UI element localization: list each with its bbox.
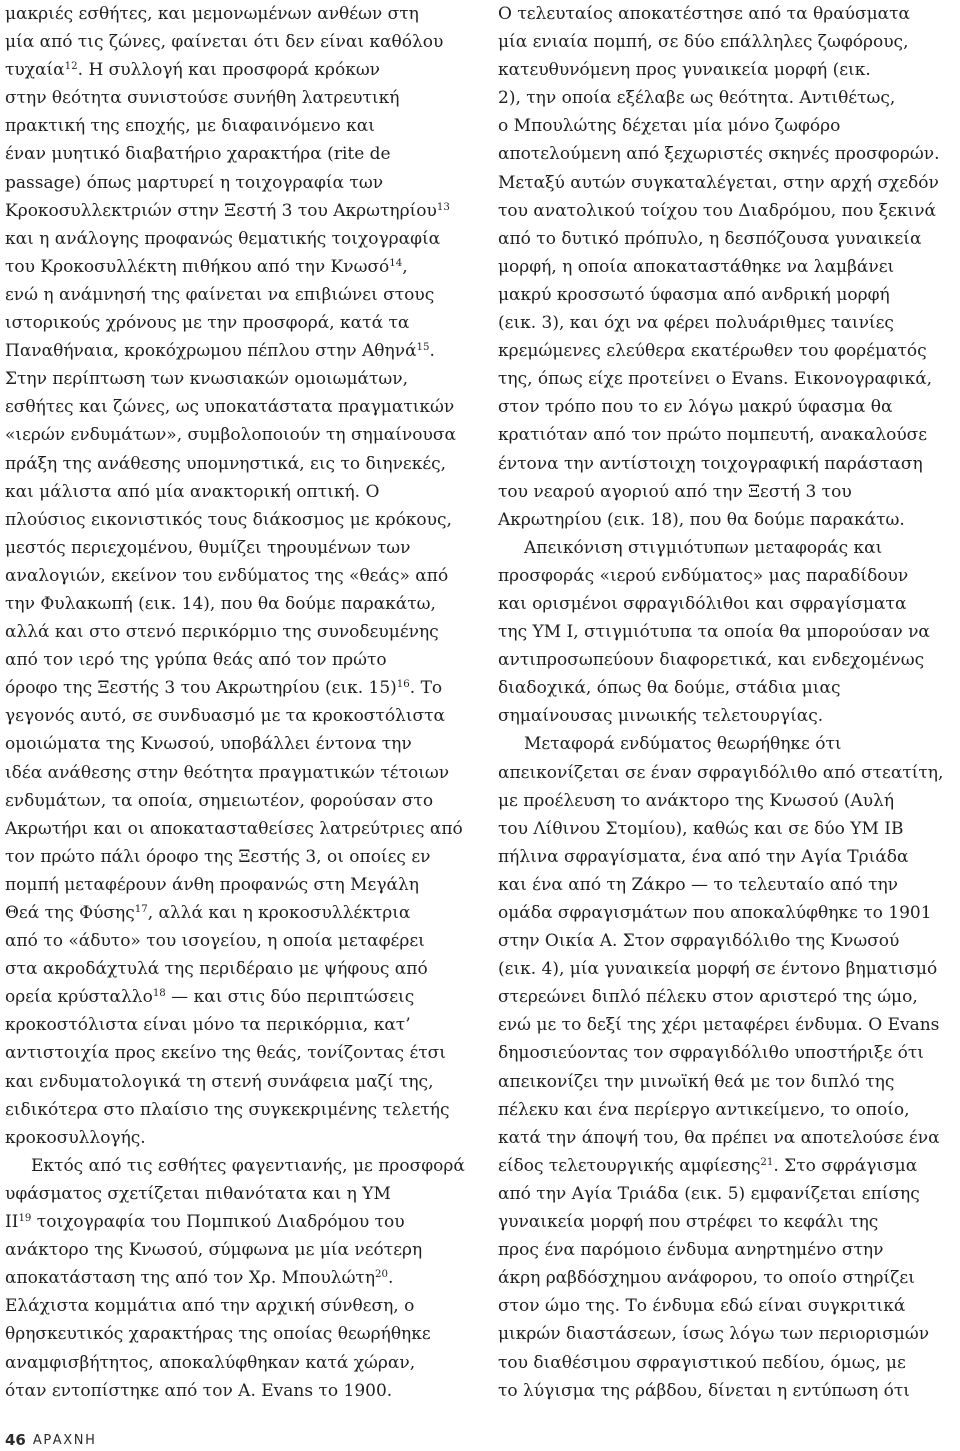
line-text: (εικ. 4), μία γυναικεία μορφή σε έντονο βηματισμό [498, 959, 938, 980]
text-line [5, 478, 471, 506]
text-line [5, 1180, 471, 1208]
text-line [5, 1320, 471, 1348]
line-text: ομάδα σφραγισμάτων που αποκαλύφθηκε το 1901 [498, 903, 932, 923]
text-line [498, 562, 958, 590]
line-text: από το «άδυτο» του ισογείου, η οποία μεταφέρει [5, 931, 425, 952]
text-segment: . Στο σφράγισμα [773, 1155, 918, 1176]
text-line [498, 1180, 958, 1208]
text-line [5, 225, 471, 253]
line-text: στα ακροδάχτυλά της περιδέραιο με ψήφους από [5, 959, 428, 980]
line-text: μακριές εσθήτες, και μεμονωμένων ανθέων στη [5, 4, 419, 24]
text-line [498, 337, 958, 365]
line-text: τον πρώτο πάλι όροφο της Ξεστής 3, οι οποίες εν [5, 846, 431, 867]
line-text: προς ένα παρόμοιο ένδυμα ανηρτημένο στην [498, 1240, 884, 1261]
text-segment: τυχαία [5, 60, 65, 81]
text-line [5, 365, 471, 393]
text-segment: του Κροκοσυλλέκτη πιθήκου από την Κνωσό [5, 256, 390, 277]
magazine-name: ΑΡΑΧΝΗ [32, 1432, 97, 1448]
text-line [5, 1039, 471, 1067]
line-text: πράξη της ανάθεσης υπομνηστικά, εις το διηνεκές, [5, 453, 447, 474]
line-text: την Φυλακωπή (εικ. 14), που θα δούμε παρακάτω, [5, 593, 436, 614]
line-text: πομπή μεταφέρουν άνθη προφανώς στη Μεγάλη [5, 874, 419, 895]
line-text [5, 983, 414, 1011]
line-text: έναν μυητικό διαβατήριο χαρακτήρα (rite de [5, 144, 391, 165]
line-text: ενδυμάτων, τα οποία, σημειωτέον, φορούσαν στο [5, 790, 434, 811]
line-text: πρακτική της εποχής, με διαφαινόμενο και [5, 116, 375, 137]
line-text: passage) όπως μαρτυρεί η τοιχογραφία των [5, 172, 384, 193]
text-line [5, 871, 471, 899]
line-text: στερεώνει διπλό πέλεκυ στον αριστερό της ώμο, [498, 987, 918, 1008]
text-line [5, 787, 471, 815]
text-segment: Κροκοσυλλεκτριών στην Ξεστή 3 του Ακρωτηρίου [5, 200, 437, 221]
footnote-reference: 15 [416, 342, 430, 354]
line-text: μία από τις ζώνες, φαίνεται ότι δεν είναι καθόλου [5, 32, 444, 53]
text-line [498, 253, 958, 281]
line-text: δημοσιεύοντας τον σφραγιδόλιθο υποστήριξε ότι [498, 1043, 924, 1064]
line-text: Μεταφορά ενδύματος θεωρήθηκε ότι [524, 734, 842, 755]
text-segment: . [388, 1268, 394, 1289]
line-text [5, 337, 435, 365]
line-text: του ανατολικού τοίχου του Διαδρόμου, που ξεκινά [498, 200, 937, 221]
text-segment: είδος τελετουργικής αμφίεσης [498, 1155, 761, 1176]
text-line [498, 1208, 958, 1236]
text-line [5, 309, 471, 337]
text-line [498, 534, 958, 562]
text-line [498, 983, 958, 1011]
line-text: αποτελούμενη από ξεχωριστές σκηνές προσφορών. [498, 144, 940, 165]
text-line [5, 337, 471, 365]
text-line [5, 1236, 471, 1264]
text-line [498, 506, 958, 534]
line-text: «ιερών ενδυμάτων», συμβολοποιούν τη σημαίνουσα [5, 425, 456, 446]
text-line [498, 0, 958, 28]
line-text: ο Μπουλώτης δέχεται μία μόνο ζωφόρο [498, 116, 841, 137]
line-text: σημαίνουσας μινωικής τελετουργίας. [498, 706, 824, 727]
line-text [5, 253, 408, 281]
footnote-reference: 13 [436, 201, 450, 213]
line-text: ενώ με το δεξί της χέρι μεταφέρει ένδυμα. Ο Evans [498, 1015, 940, 1036]
line-text: θρησκευτικός χαρακτήρας της οποίας θεωρήθηκε [5, 1324, 431, 1345]
text-line [5, 534, 471, 562]
text-line [5, 1292, 471, 1320]
text-line [498, 1152, 958, 1180]
line-text: αλλά και στο στενό περικόρμιο της συνοδευμένης [5, 622, 439, 643]
text-line [498, 140, 958, 168]
text-line [498, 674, 958, 702]
text-line [5, 843, 471, 871]
line-text: με προέλευση το ανάκτορο της Κνωσού (Αυλή [498, 790, 895, 811]
text-line [5, 1011, 471, 1039]
text-line [5, 562, 471, 590]
text-line [5, 1349, 471, 1377]
paragraph [498, 534, 958, 731]
line-text: μεστός περιεχομένου, θυμίζει τηρουμένων των [5, 537, 411, 558]
text-segment: , αλλά και η κροκοσυλλέκτρια [147, 903, 411, 923]
text-segment: . [429, 341, 435, 362]
text-line [498, 1124, 958, 1152]
line-text: αντιπροσωπεύουν διαφορετικά, και ενδεχομένως [498, 650, 925, 671]
line-text: ιστορικούς χρόνους με την προσφορά, κατά τα [5, 313, 410, 334]
line-text: Ακρωτήρι και οι αποκατασταθείσες λατρεύτριες από [5, 818, 463, 839]
line-text [498, 1152, 917, 1180]
right-column [498, 0, 958, 1405]
text-line [498, 646, 958, 674]
text-line [498, 28, 958, 56]
line-text: κατευθυνόμενη προς γυναικεία μορφή (εικ. [498, 60, 871, 81]
line-text: απεικονίζεται σε έναν σφραγιδόλιθο από στεατίτη, [498, 762, 944, 783]
text-line [498, 702, 958, 730]
text-line [498, 169, 958, 197]
line-text: πήλινα σφραγίσματα, ένα από την Αγία Τριάδα [498, 846, 909, 867]
line-text [5, 56, 380, 84]
line-text: πέλεκυ και ένα περίεργο αντικείμενο, το οποίο, [498, 1099, 910, 1120]
text-line [498, 899, 958, 927]
line-text: στην θεότητα συνιστούσε συνήθη λατρευτική [5, 88, 400, 109]
line-text: ομοιώματα της Κνωσού, υποβάλλει έντονα την [5, 734, 412, 755]
text-line [5, 393, 471, 421]
text-line [5, 1096, 471, 1124]
text-line [498, 1096, 958, 1124]
line-text: από το δυτικό πρόπυλο, η δεσπόζουσα γυναικεία [498, 228, 922, 249]
text-line [498, 1039, 958, 1067]
footnote-reference: 19 [18, 1212, 32, 1224]
text-segment: όροφο της Ξεστής 3 του Ακρωτηρίου (εικ. 15) [5, 678, 397, 699]
text-line [5, 84, 471, 112]
text-segment: Θεά της Φύσης [5, 903, 135, 923]
text-line [5, 28, 471, 56]
line-text: του Λίθινου Στομίου), καθώς και σε δύο ΥΜ ΙΒ [498, 818, 904, 839]
text-line [498, 450, 958, 478]
text-line [498, 1236, 958, 1264]
line-text [5, 1208, 405, 1236]
text-line [498, 225, 958, 253]
line-text: αναμφισβήτητος, αποκαλύφθηκαν κατά χώραν, [5, 1352, 416, 1373]
text-line [498, 927, 958, 955]
line-text: και ένα από τη Ζάκρο — το τελευταίο από την [498, 874, 899, 895]
text-line [498, 730, 958, 758]
line-text: Ο τελευταίος αποκατέστησε από τα θραύσματα [498, 4, 911, 24]
text-line [5, 0, 471, 28]
text-line [5, 590, 471, 618]
text-line [5, 759, 471, 787]
line-text: Ακρωτηρίου (εικ. 18), που θα δούμε παρακάτω. [498, 509, 905, 530]
line-text: Απεικόνιση στιγμιότυπων μεταφοράς και [524, 537, 883, 558]
line-text: όταν εντοπίστηκε από τον Α. Evans το 1900. [5, 1380, 393, 1401]
line-text: κροκοσυλλογής. [5, 1127, 146, 1148]
line-text: στον τρόπο που το εν λόγω μακρύ ύφασμα θα [498, 397, 893, 418]
text-line [498, 871, 958, 899]
line-text: κροκοστόλιστα είναι μόνο τα περικόρμια, κατ’ [5, 1015, 411, 1036]
line-text: 2), την οποία εξέλαβε ως θεότητα. Αντιθέτως, [498, 88, 896, 109]
text-line [498, 309, 958, 337]
line-text: μικρών διαστάσεων, ίσως λόγω των περιορισμών [498, 1324, 930, 1345]
line-text: κρατιόταν από τον πρώτο πομπευτή, ανακαλούσε [498, 425, 928, 446]
paragraph [5, 1152, 471, 1405]
line-text: Μεταξύ αυτών συγκαταλέγεται, στην αρχή σχεδόν [498, 172, 939, 193]
footnote-reference: 20 [375, 1269, 388, 1281]
footnote-reference: 12 [64, 61, 78, 73]
text-line [5, 281, 471, 309]
text-line [498, 1011, 958, 1039]
line-text: και η ανάλογης προφανώς θεματικής τοιχογραφία [5, 228, 441, 249]
text-line [498, 1320, 958, 1348]
text-line [498, 281, 958, 309]
text-line [5, 730, 471, 758]
text-line [5, 253, 471, 281]
line-text: του διαθέσιμου σφραγιστικού πεδίου, όμως, με [498, 1352, 906, 1373]
paragraph [498, 0, 958, 534]
text-line [5, 140, 471, 168]
text-segment: τοιχογραφία του Πομπικού Διαδρόμου του [31, 1212, 405, 1233]
text-line [498, 365, 958, 393]
line-text: ειδικότερα στο πλαίσιο της συγκεκριμένης τελετής [5, 1099, 450, 1120]
line-text: Εκτός από τις εσθήτες φαγεντιανής, με προσφορά [31, 1155, 465, 1176]
line-text: στην Οικία Α. Στον σφραγιδόλιθο της Κνωσού [498, 931, 900, 952]
line-text: Στην περίπτωση των κνωσιακών ομοιωμάτων, [5, 369, 409, 390]
text-line [5, 618, 471, 646]
text-line [498, 955, 958, 983]
line-text: αντιστοιχία προς εκείνο της θεάς, τονίζοντας έτσι [5, 1043, 446, 1064]
text-line [498, 56, 958, 84]
page-number: 46 [5, 1431, 26, 1449]
line-text: γυναικεία μορφή που στρέφει το κεφάλι της [498, 1212, 879, 1233]
text-line [498, 843, 958, 871]
text-segment: . Το [409, 678, 443, 699]
paragraph [498, 730, 958, 1404]
text-line [5, 927, 471, 955]
line-text: (εικ. 3), και όχι να φέρει πολυάριθμες ταινίες [498, 313, 894, 334]
line-text: Ελάχιστα κομμάτια από την αρχική σύνθεση, ο [5, 1296, 415, 1317]
text-line [5, 674, 471, 702]
text-line [498, 84, 958, 112]
text-line [5, 815, 471, 843]
line-text: προσφοράς «ιερού ενδύματος» μας παραδίδουν [498, 565, 909, 586]
line-text: και μάλιστα από μία ανακτορική οπτική. Ο [5, 481, 380, 502]
text-segment: — και στις δύο περιπτώσεις [165, 987, 415, 1008]
line-text: μακρύ κροσσωτό ύφασμα από ανδρική μορφή [498, 284, 890, 305]
text-line [5, 702, 471, 730]
line-text: της ΥΜ Ι, στιγμιότυπα τα οποία θα μπορούσαν να [498, 622, 930, 643]
line-text: κατά την άποψή του, θα πρέπει να αποτελούσε ένα [498, 1127, 940, 1148]
line-text: αναλογιών, εκείνον του ενδύματος της «θεάς» από [5, 565, 449, 586]
text-line [498, 618, 958, 646]
text-line [5, 421, 471, 449]
text-segment: αποκατάσταση της από τον Χρ. Μπουλώτη [5, 1268, 376, 1289]
text-line [5, 899, 471, 927]
text-line [5, 506, 471, 534]
text-line [498, 1068, 958, 1096]
text-line [5, 1264, 471, 1292]
text-line [5, 197, 471, 225]
line-text: άκρη ραβδόσχημου ανάφορου, το οποίο στηρίζει [498, 1268, 915, 1289]
text-line [5, 1377, 471, 1405]
line-text: διαδοχικά, όπως θα δούμε, στάδια μιας [498, 678, 841, 699]
line-text: εσθήτες και ζώνες, ως υποκατάστατα πραγματικών [5, 397, 455, 418]
text-segment: ΙΙ [5, 1212, 19, 1233]
line-text: ανάκτορο της Κνωσού, σύμφωνα με μία νεότερη [5, 1240, 423, 1261]
left-column [5, 0, 471, 1405]
footnote-reference: 14 [389, 257, 403, 269]
text-segment: ορεία κρύσταλλο [5, 987, 153, 1008]
line-text: απεικονίζει την μινωϊκή θεά με τον διπλό της [498, 1071, 895, 1092]
line-text: της, όπως είχε προτείνει ο Evans. Εικονογραφικά, [498, 369, 933, 390]
text-line [5, 983, 471, 1011]
line-text [5, 674, 442, 702]
line-text [5, 1264, 393, 1292]
text-line [498, 393, 958, 421]
text-line [498, 590, 958, 618]
text-line [5, 1208, 471, 1236]
footnote-reference: 17 [134, 903, 148, 915]
text-line [498, 759, 958, 787]
line-text: γεγονός αυτό, σε συνδυασμό με τα κροκοστόλιστα [5, 706, 445, 727]
line-text: το λύγισμα της ράβδου, δίνεται η εντύπωση ότι [498, 1380, 910, 1401]
text-line [498, 1264, 958, 1292]
text-line [5, 169, 471, 197]
line-text: και ενδυματολογικά τη στενή συνάφεια μαζί της, [5, 1071, 434, 1092]
footnote-reference: 21 [760, 1156, 774, 1168]
line-text: στον ώμο της. Το ένδυμα εδώ είναι συγκριτικά [498, 1296, 906, 1317]
line-text: και ορισμένοι σφραγιδόλιθοι και σφραγίσματα [498, 593, 907, 614]
text-line [498, 787, 958, 815]
text-line [498, 421, 958, 449]
text-line [5, 56, 471, 84]
line-text: ιδέα ανάθεσης στην θεότητα πραγματικών τέτοιων [5, 762, 450, 783]
line-text [5, 197, 450, 225]
text-line [498, 478, 958, 506]
text-line [5, 450, 471, 478]
line-text: από τον ιερό της γρύπα θεάς από τον πρώτο [5, 650, 387, 671]
text-segment: , [402, 256, 408, 277]
footnote-reference: 18 [152, 988, 166, 1000]
line-text: από την Αγία Τριάδα (εικ. 5) εμφανίζεται επίσης [498, 1183, 920, 1204]
text-line [5, 955, 471, 983]
footnote-reference: 16 [396, 679, 410, 691]
text-line [498, 815, 958, 843]
line-text: έντονα την αντίστοιχη τοιχογραφική παράσταση [498, 453, 923, 474]
text-line [5, 646, 471, 674]
text-line [498, 1292, 958, 1320]
page-footer [5, 1430, 205, 1450]
text-line [498, 112, 958, 140]
text-line [498, 1377, 958, 1405]
text-line [5, 1152, 471, 1180]
line-text [5, 899, 410, 927]
text-line [5, 112, 471, 140]
text-line [5, 1068, 471, 1096]
line-text: του νεαρού αγοριού από την Ξεστή 3 του [498, 481, 852, 502]
line-text: μορφή, η οποία αποκαταστάθηκε να λαμβάνει [498, 256, 895, 277]
line-text: μία ενιαία πομπή, σε δύο επάλληλες ζωφόρους, [498, 32, 909, 53]
line-text: υφάσματος σχετίζεται πιθανότατα και η ΥΜ [5, 1183, 391, 1204]
text-segment: Παναθήναια, κροκόχρωμου πέπλου στην Αθηνά [5, 341, 417, 362]
line-text: κρεμώμενες ελεύθερα εκατέρωθεν του φορέματός [498, 341, 927, 362]
text-segment: . Η συλλογή και προσφορά κρόκων [77, 60, 381, 81]
line-text: πλούσιος εικονιστικός τους διάκοσμος με κρόκους, [5, 509, 452, 530]
line-text: ενώ η ανάμνησή της φαίνεται να επιβιώνει στους [5, 284, 435, 305]
text-line [5, 1124, 471, 1152]
paragraph [5, 0, 471, 1152]
text-line [498, 197, 958, 225]
text-line [498, 1349, 958, 1377]
